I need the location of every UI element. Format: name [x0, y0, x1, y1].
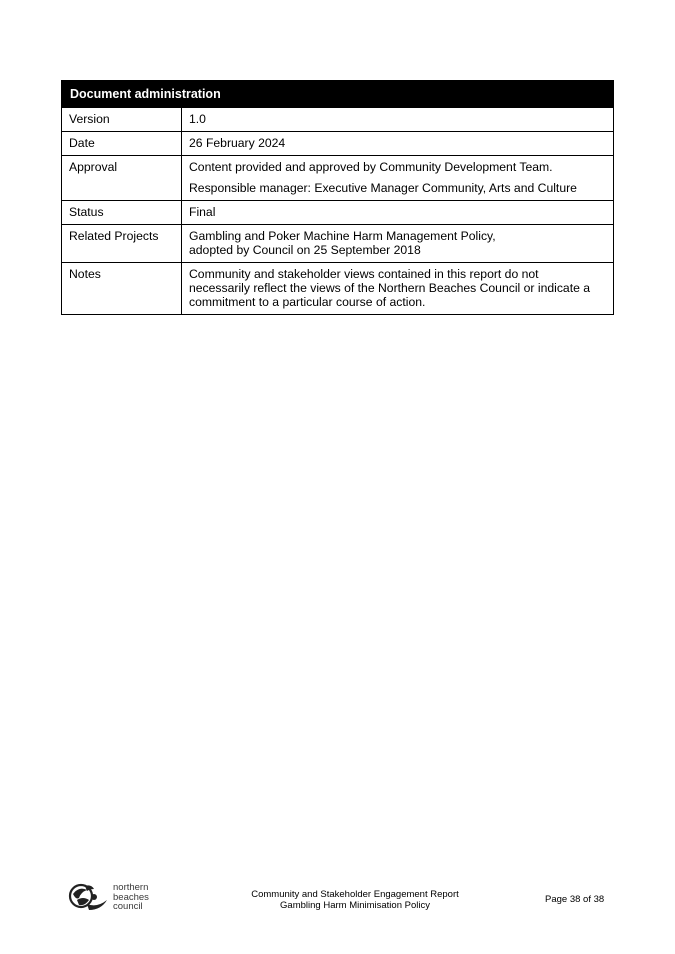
page-footer — [0, 870, 675, 920]
row-label: Related Projects — [62, 225, 182, 263]
report-title: Community and Stakeholder Engagement Report — [251, 889, 459, 900]
row-value — [182, 108, 614, 132]
table-row-notes — [62, 263, 614, 315]
value-line: commitment to a particular course of action. — [189, 295, 426, 309]
table-row-approval — [62, 156, 614, 201]
value-line: Community and stakeholder views contained in this report do not — [189, 267, 539, 281]
row-value — [182, 201, 614, 225]
row-value — [182, 263, 614, 315]
page-number: Page 38 of 38 — [545, 894, 605, 905]
logo-wordmark — [113, 883, 149, 912]
row-label: Version — [62, 108, 182, 132]
table-row-status — [62, 201, 614, 225]
northern-beaches-council-logo-icon — [67, 880, 109, 914]
document-administration-table — [61, 80, 614, 315]
footer-titles — [230, 889, 480, 911]
row-value — [182, 225, 614, 263]
value-line: necessarily reflect the views of the Northern Beaches Council or indicate a — [189, 281, 591, 295]
value-line: Responsible manager: Executive Manager Community, Arts and Culture — [189, 181, 577, 195]
logo-line: council — [113, 901, 143, 912]
value-line: Gambling and Poker Machine Harm Management Policy, — [189, 229, 496, 243]
row-label: Status — [62, 201, 182, 225]
value-line: Content provided and approved by Community Development Team. — [189, 160, 553, 174]
table-row-version — [62, 108, 614, 132]
table-row-date — [62, 132, 614, 156]
logo-line: northern — [113, 882, 149, 893]
policy-title: Gambling Harm Minimisation Policy — [280, 900, 430, 911]
row-label: Date — [62, 132, 182, 156]
table-row-related-projects — [62, 225, 614, 263]
value-line: adopted by Council on 25 September 2018 — [189, 243, 421, 257]
row-value — [182, 132, 614, 156]
table-heading: Document administration — [62, 81, 614, 108]
value-line: Final — [189, 205, 216, 219]
value-line: 26 February 2024 — [189, 136, 286, 150]
logo-line: beaches — [113, 891, 149, 903]
row-label: Approval — [62, 156, 182, 201]
row-value — [182, 156, 614, 201]
value-line: 1.0 — [189, 112, 206, 126]
row-label: Notes — [62, 263, 182, 315]
